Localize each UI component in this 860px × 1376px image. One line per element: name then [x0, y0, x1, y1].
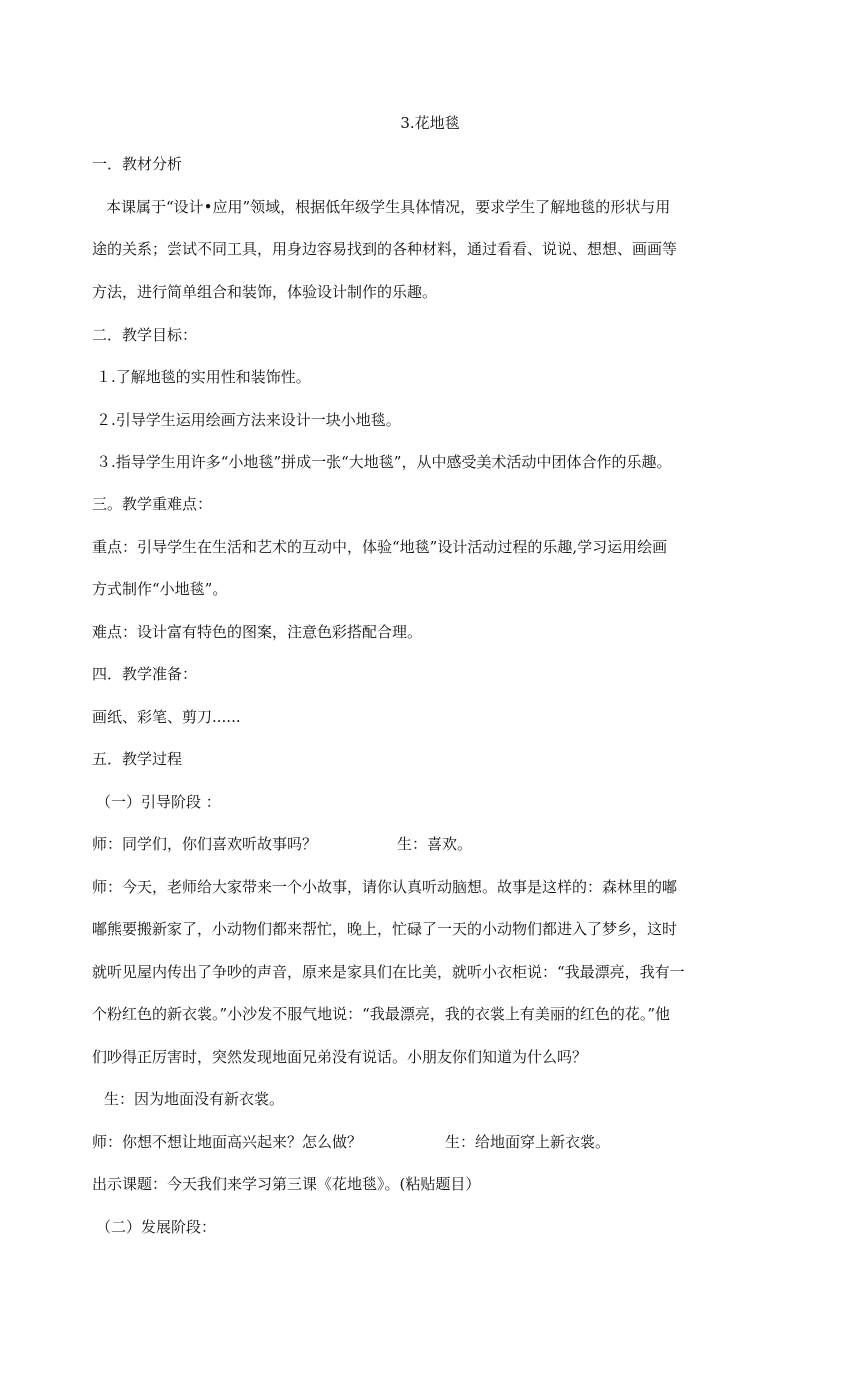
list-item: ２.引导学生运用绘画方法来设计一块小地毯。: [96, 411, 401, 429]
paragraph-line: 就听见屋内传出了争吵的声音，原来是家具们在比美，就听小衣柜说：“我最漂亮，我有一: [92, 963, 685, 981]
paragraph-line: 重点：引导学生在生活和艺术的互动中，体验“地毯”设计活动过程的乐趣,学习运用绘画: [92, 538, 668, 556]
section-heading-1: 一．教材分析: [92, 155, 183, 173]
paragraph-line: 嘟熊要搬新家了，小动物们都来帮忙，晚上，忙碌了一天的小动物们都进入了梦乡，这时: [92, 920, 678, 938]
paragraph-line: 方法，进行简单组合和装饰，体验设计制作的乐趣。: [92, 283, 438, 301]
paragraph-line: 出示课题：今天我们来学习第三课《花地毯》。(粘贴题目）: [92, 1175, 481, 1193]
paragraph-line: 师：今天，老师给大家带来一个小故事，请你认真听动脑想。故事是这样的：森林里的嘟: [92, 878, 678, 896]
paragraph-line: 画纸、彩笔、剪刀......: [92, 708, 241, 726]
section-heading-4: 四．教学准备：: [92, 665, 198, 683]
document-title: 3.花地毯: [400, 114, 460, 132]
list-item: ３.指导学生用许多“小地毯”拼成一张“大地毯”，从中感受美术活动中团体合作的乐趣。: [96, 453, 672, 471]
dialogue-line: 师：同学们，你们喜欢听故事吗？: [92, 835, 318, 853]
section-heading-2: 二．教学目标：: [92, 326, 198, 344]
list-item: １.了解地毯的实用性和装饰性。: [96, 368, 311, 386]
section-heading-3: 三。教学重难点：: [92, 495, 213, 513]
dialogue-line: 师：你想不想让地面高兴起来？怎么做？: [92, 1133, 363, 1151]
dialogue-reply: 生：喜欢。: [397, 835, 473, 853]
paragraph-line: 本课属于“设计•应用”领域，根据低年级学生具体情况，要求学生了解地毯的形状与用: [106, 198, 671, 216]
dialogue-line: 生：因为地面没有新衣裳。: [104, 1090, 285, 1108]
paragraph-line: 途的关系；尝试不同工具，用身边容易找到的各种材料，通过看看、说说、想想、画画等: [92, 240, 678, 258]
paragraph-line: 们吵得正厉害时，突然发现地面兄弟没有说话。小朋友你们知道为什么吗？: [92, 1048, 588, 1066]
section-heading-5: 五．教学过程: [92, 750, 183, 768]
dialogue-reply: 生：给地面穿上新衣裳。: [445, 1133, 611, 1151]
paragraph-line: 个粉红色的新衣裳。”小沙发不服气地说：“我最漂亮，我的衣裳上有美丽的红色的花。”他: [92, 1005, 671, 1023]
subsection-heading: （二）发展阶段：: [96, 1218, 217, 1236]
subsection-heading: （一）引导阶段 ：: [96, 793, 221, 811]
paragraph-line: 难点：设计富有特色的图案，注意色彩搭配合理。: [92, 623, 423, 641]
paragraph-line: 方式制作“小地毯”。: [92, 580, 228, 598]
